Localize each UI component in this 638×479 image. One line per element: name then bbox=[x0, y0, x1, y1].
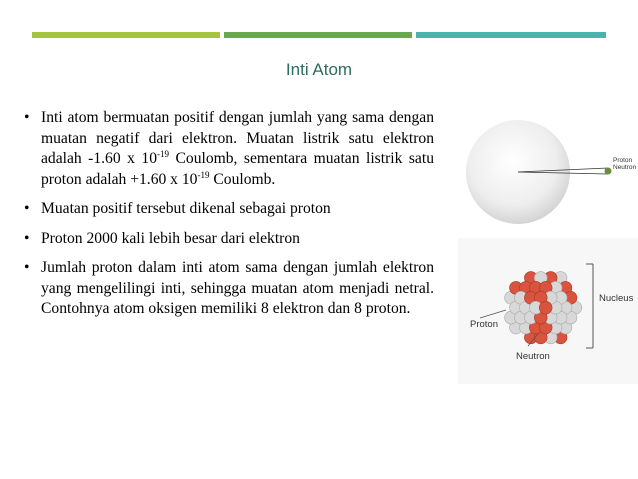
proton-particle bbox=[539, 301, 552, 314]
nucleus-cluster bbox=[505, 272, 582, 344]
bullet-item-proton-size: • Proton 2000 kali lebih besar dari elektron bbox=[24, 229, 434, 250]
nucleus-dot bbox=[605, 168, 612, 175]
accent-bar-green bbox=[224, 32, 412, 38]
bullet-item-neutral-atom: • Jumlah proton dalam inti atom sama dengan jumlah elektron yang mengelilingi inti, sehingga muatan atom menjadi netral. Contohnya atom oksigen memiliki 8 elektron dan 8 proton. bbox=[24, 258, 434, 320]
slide-title: Inti Atom bbox=[285, 60, 353, 79]
label-nucleus-proton: Proton bbox=[470, 319, 498, 330]
bullet-item-proton: • Muatan positif tersebut dikenal sebagai proton bbox=[24, 199, 434, 220]
label-nucleus-neutron: Neutron bbox=[516, 351, 550, 362]
bullet-list bbox=[24, 108, 434, 329]
label-neutron: Neutron bbox=[613, 164, 637, 171]
accent-bar-teal bbox=[416, 32, 606, 38]
nucleus-diagram bbox=[458, 238, 638, 384]
bullet-item-charge: • Inti atom bermuatan positif dengan jumlah yang sama dengan muatan negatif dari elektron. Muatan listrik satu elektron adalah -1.60 x $10^{-19}$ Coulomb, sementara muatan listrik satu proton adalah +1.60 x $10^{-19}$ Coulomb. bbox=[24, 108, 434, 190]
atom-diagram bbox=[466, 118, 638, 228]
accent-bar-lime bbox=[32, 32, 220, 38]
label-nucleus: Nucleus bbox=[599, 293, 634, 304]
label-proton: Proton bbox=[613, 157, 633, 164]
